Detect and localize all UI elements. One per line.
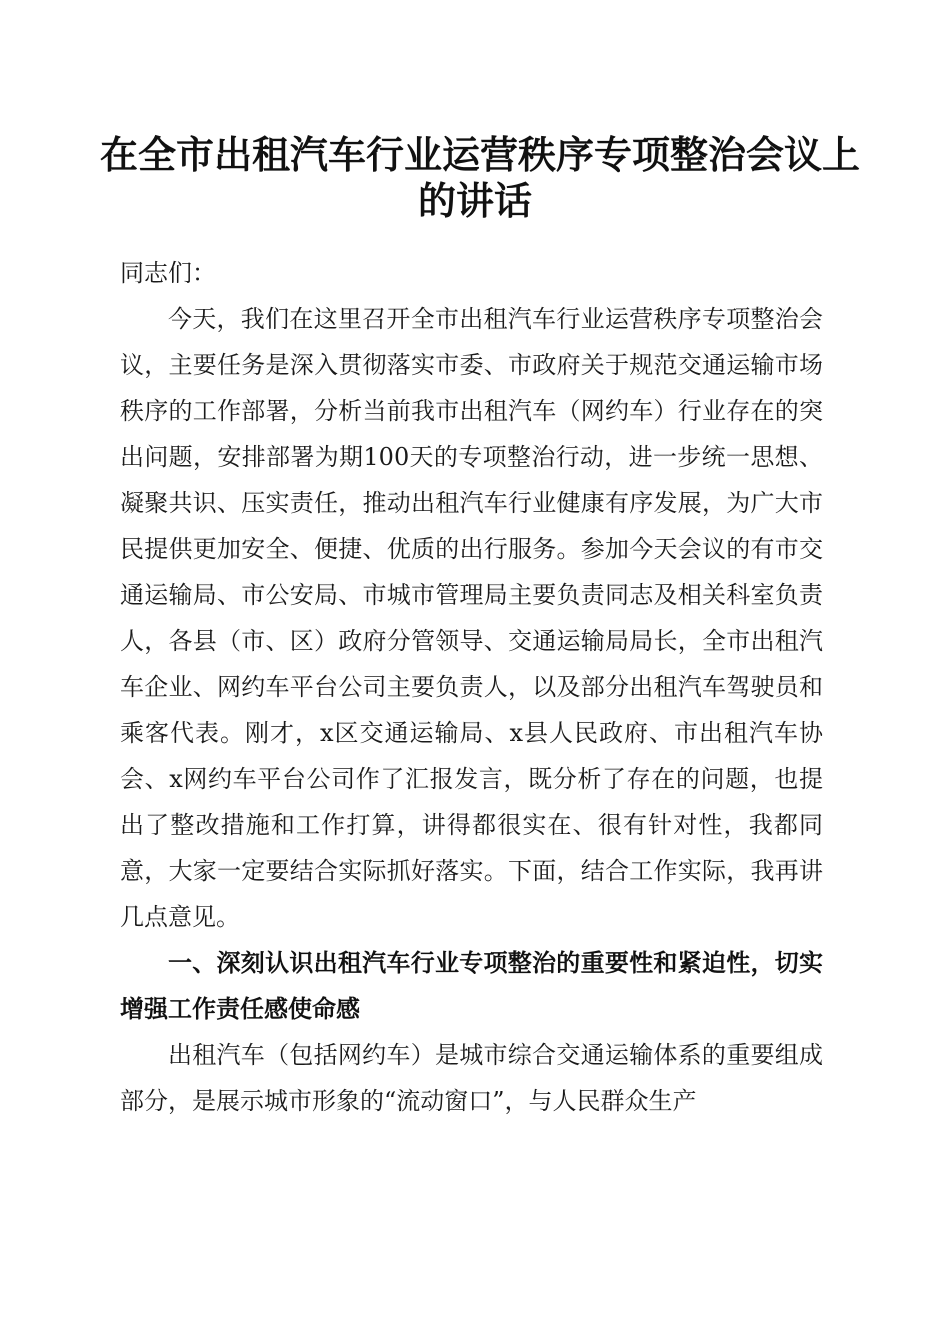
paragraph-section-1: 出租汽车（包括网约车）是城市综合交通运输体系的重要组成部分，是展示城市形象的“流动窗口”，与人民群众生产	[120, 1041, 823, 1115]
title-line-2: 的讲话	[417, 178, 532, 223]
paragraph-opening: 今天，我们在这里召开全市出租汽车行业运营秩序专项整治会议，主要任务是深入贯彻落实市委、市政府关于规范交通运输市场秩序的工作部署，分析当前我市出租汽车（网约车）行业存在的突出问题，安排部署为期100天的专项整治行动，进一步统一思想、凝聚共识、压实责任，推动出租汽车行业健康有序发展，为广大市民提供更加安全、便捷、优质的出行服务。参加今天会议的有市交通运输局、市公安局、市城市管理局主要负责同志及相关科室负责人，各县（市、区）政府分管领导、交通运输局局长，全市出租汽车企业、网约车平台公司主要负责人，以及部分出租汽车驾驶员和乘客代表。刚才，x区交通运输局、x县人民政府、市出租汽车协会、x网约车平台公司作了汇报发言，既分析了存在的问题，也提出了整改措施和工作打算，讲得都很实在、很有针对性，我都同意，大家一定要结合实际抓好落实。下面，结合工作实际，我再讲几点意见。	[120, 305, 823, 931]
section-heading-1: 一、深刻认识出租汽车行业专项整治的重要性和紧迫性，切实增强工作责任感使命感	[120, 948, 823, 1023]
title-line-1: 在全市出租汽车行业运营秩序专项整治会议上	[100, 132, 861, 177]
document-body	[120, 250, 823, 1124]
document-title	[100, 132, 861, 224]
greeting: 同志们：	[120, 259, 216, 287]
